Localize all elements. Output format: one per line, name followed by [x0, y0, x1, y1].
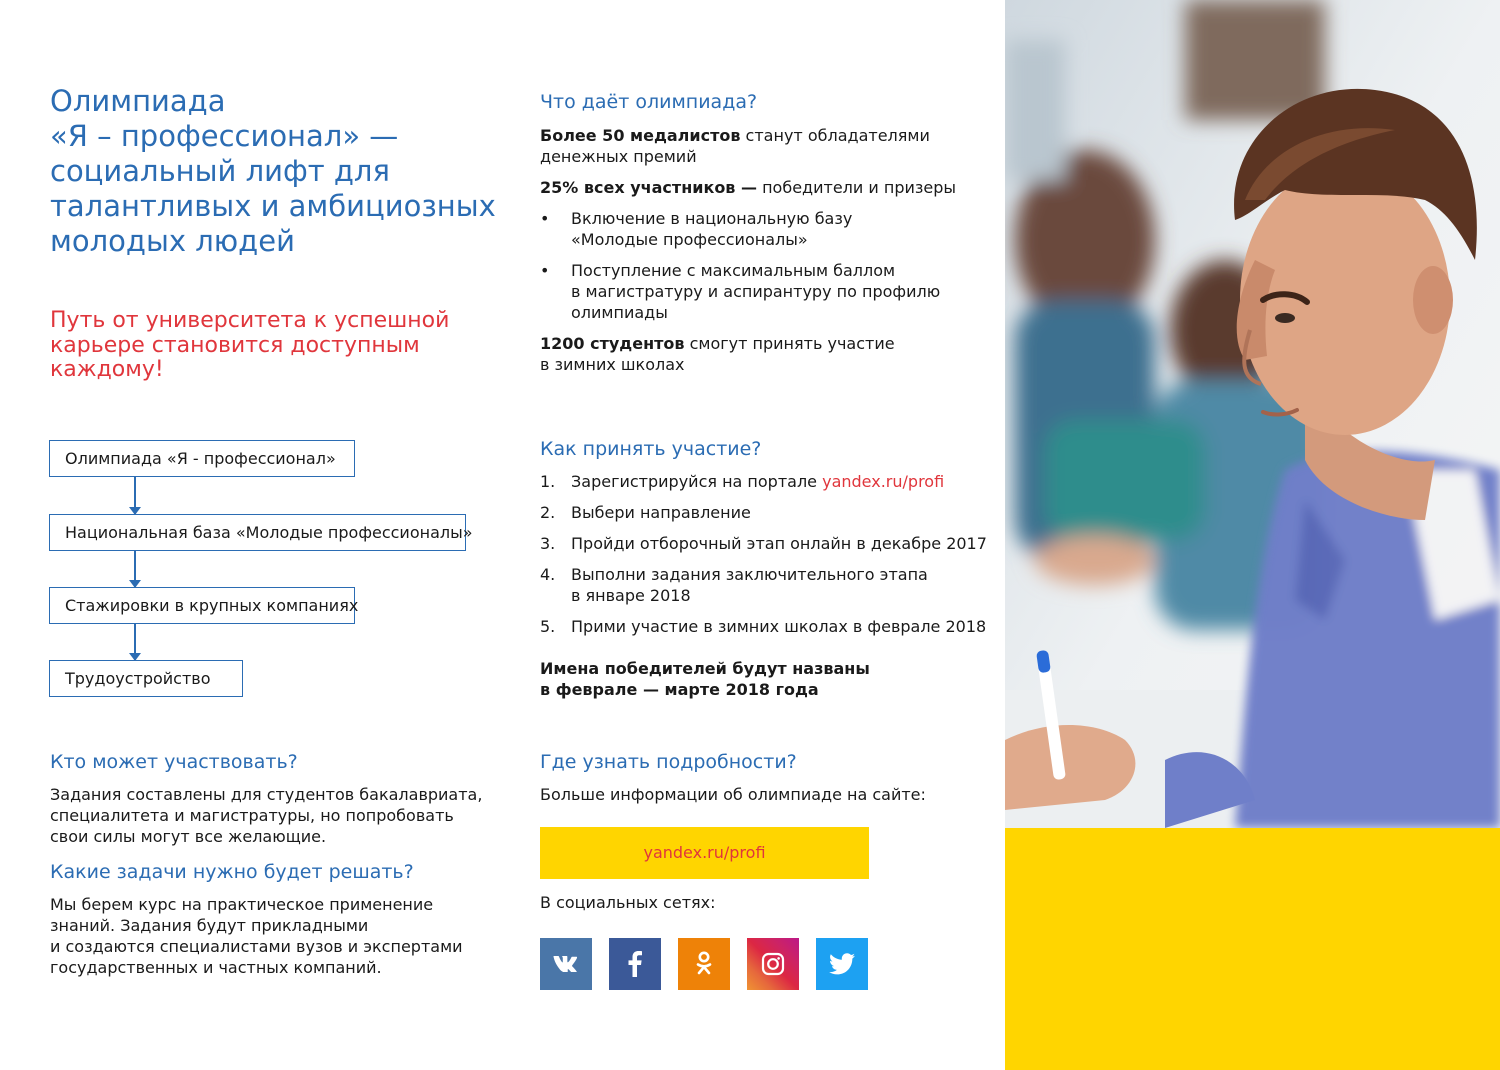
bullet-marker: •: [540, 261, 550, 280]
instagram-icon: [761, 952, 785, 976]
flow-step-internships: Стажировки в крупных компаниях: [49, 587, 355, 624]
gives-winners-share: 25% всех участников — победители и призеры: [540, 178, 957, 197]
bullet-marker: •: [540, 209, 550, 228]
student-photo: [1005, 0, 1500, 828]
profi-link[interactable]: yandex.ru/profi: [822, 472, 945, 491]
tasks-text: Мы берем курс на практическое применение знаний. Задания будут прикладными и создаются специалистами вузов и экспертами государственных и частных компаний.: [50, 895, 463, 977]
main-title: Олимпиада «Я – профессионал» — социальный лифт для талантливых и амбициозных молодых людей: [50, 84, 496, 258]
flow-step-employment: Трудоустройство: [49, 660, 243, 697]
twitter-button[interactable]: [816, 938, 868, 990]
twitter-icon: [829, 953, 855, 975]
gives-heading: Что даёт олимпиада?: [540, 91, 758, 113]
yellow-panel: [1005, 828, 1500, 1070]
flow-step-olympiad: Олимпиада «Я - профессионал»: [49, 440, 355, 477]
instagram-button[interactable]: [747, 938, 799, 990]
who-heading: Кто может участвовать?: [50, 751, 298, 773]
flow-arrow: [134, 624, 136, 660]
details-heading: Где узнать подробности?: [540, 751, 797, 773]
vk-icon: [553, 956, 579, 972]
flow-arrow: [134, 551, 136, 587]
gives-medalists: Более 50 медалистов станут обладателями денежных премий: [540, 126, 930, 166]
more-info-text: Больше информации об олимпиаде на сайте:: [540, 785, 926, 804]
flow-arrow: [134, 477, 136, 514]
winners-note: Имена победителей будут названы в феврале — марте 2018 года: [540, 659, 870, 699]
flow-step-national-base: Национальная база «Молодые профессионалы»: [49, 514, 466, 551]
facebook-button[interactable]: [609, 938, 661, 990]
odnoklassniki-button[interactable]: [678, 938, 730, 990]
subtitle: Путь от университета к успешной карьере становится доступным каждому!: [50, 308, 450, 382]
vk-button[interactable]: [540, 938, 592, 990]
how-heading: Как принять участие?: [540, 438, 762, 460]
social-label: В социальных сетях:: [540, 893, 716, 912]
site-link-button[interactable]: yandex.ru/profi: [540, 827, 869, 879]
photo-illustration: [1005, 0, 1500, 828]
tasks-heading: Какие задачи нужно будет решать?: [50, 861, 414, 883]
gives-winter-schools: 1200 студентов смогут принять участие в зимних школах: [540, 334, 895, 374]
odnoklassniki-icon: [696, 951, 712, 977]
who-text: Задания составлены для студентов бакалавриата, специалитета и магистратуры, но попробовать свои силы могут все желающие.: [50, 785, 483, 846]
facebook-icon: [628, 951, 642, 977]
